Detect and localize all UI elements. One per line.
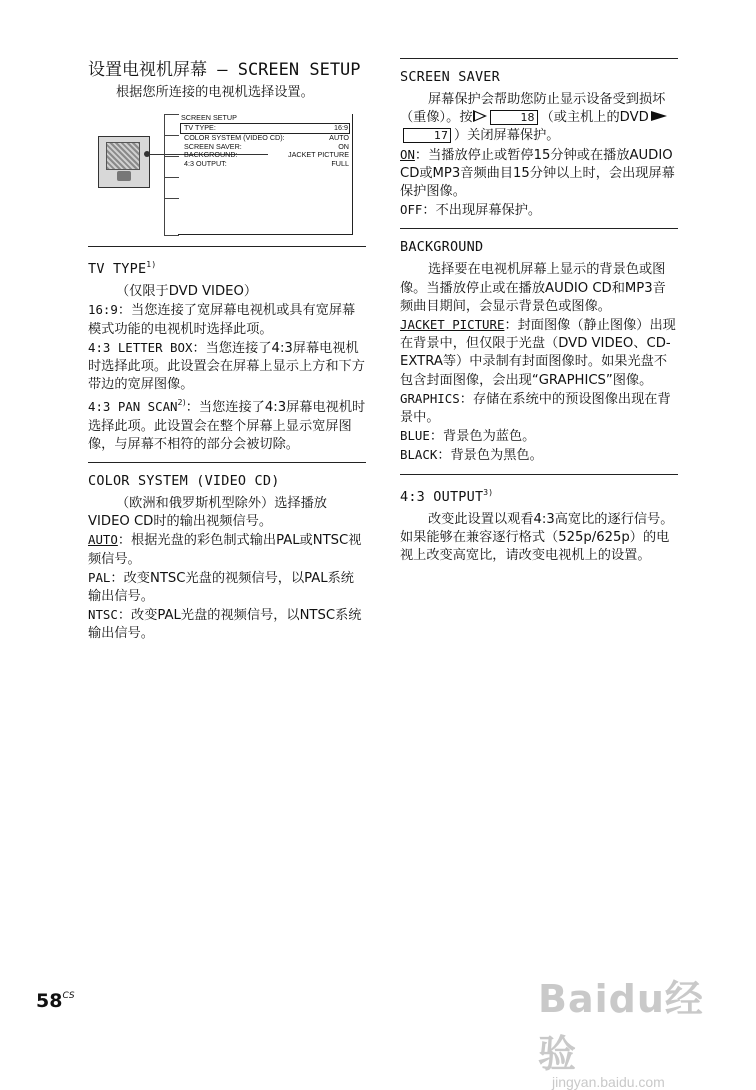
section-intro: 选择要在电视机屏幕上显示的背景色或图像。当播放停止或在播放AUDIO CD和MP3音频曲目期间，会显示背景色或图像。	[400, 262, 666, 314]
option-jacket-picture: JACKET PICTURE：封面图像（静止图像）出现在背景中，但仅限于光盘（DVD VIDEO、CD-EXTRA等）中录制有封面图像时。如果光盘不包含封面图像，会出现“GRAPHICS”图像。	[400, 317, 676, 388]
divider	[88, 246, 366, 247]
menu-row-label: 4:3 OUTPUT:	[184, 159, 227, 169]
intro-text: 根据您所连接的电视机选择设置。	[116, 85, 314, 100]
option-graphics: GRAPHICS：存储在系统中的预设图像出现在背景中。	[400, 390, 671, 426]
screen-setup-menu	[178, 114, 353, 235]
menu-bracket	[164, 114, 179, 236]
menu-row-value: JACKET PICTURE	[288, 150, 349, 160]
menu-row-value: FULL	[331, 159, 349, 169]
section-intro: （欧洲和俄罗斯机型除外）选择播放VIDEO CD时的输出视频信号。	[88, 496, 327, 530]
section-intro: 改变此设置以观看4:3高宽比的逐行信号。如果能够在兼容逐行格式（525p/625p）的电视上改变高宽比，请改变电视机上的设置。	[400, 511, 674, 564]
option-auto: AUTO：根据光盘的彩色制式输出PAL或NTSC视频信号。	[88, 532, 362, 567]
divider	[400, 474, 678, 475]
section-color-system	[88, 471, 366, 644]
tv-display-icon	[98, 136, 150, 188]
section-screen-saver	[400, 67, 678, 220]
menu-row-label: TV TYPE:	[184, 123, 216, 132]
left-column	[88, 58, 366, 652]
option-black: BLACK：背景色为黑色。	[400, 447, 543, 464]
section-tv-type	[88, 255, 366, 454]
menu-row-value: AUTO	[329, 132, 349, 142]
menu-title: SCREEN SETUP	[181, 113, 237, 123]
option-pan-scan: 4:3 PAN SCAN$^{2)}$：当您连接了4:3屏幕电视机时选择此项。此设置会在整个屏幕上显示宽屏图像，与屏幕不相符的部分会被切除。	[88, 398, 366, 452]
divider	[400, 228, 678, 229]
option-pal: PAL：改变NTSC光盘的视频信号，以PAL系统输出信号。	[88, 569, 354, 605]
play-outline-icon	[473, 110, 487, 122]
menu-row-value: 16:9	[334, 123, 348, 132]
option-16-9: 16:9：当您连接了宽屏幕电视机或具有宽屏幕模式功能的电视机时选择此项。	[88, 302, 356, 337]
baidu-watermark	[538, 968, 738, 1090]
button-number: 17	[403, 128, 451, 143]
section-background	[400, 237, 678, 465]
section-43-output	[400, 483, 678, 566]
section-heading: BACKGROUND	[400, 239, 484, 256]
option-letter-box: 4:3 LETTER BOX：当您连接了4:3屏幕电视机时选择此项。此设置会在屏幕上显示上方和下方带边的宽屏图像。	[88, 339, 365, 393]
page-title: 设置电视机屏幕 — SCREEN SETUP	[88, 60, 361, 80]
option-blue: BLUE：背景色为蓝色。	[400, 428, 536, 445]
menu-row-label: BACKGROUND:	[184, 150, 238, 160]
option-ntsc: NTSC：改变PAL光盘的视频信号，以NTSC系统输出信号。	[88, 607, 362, 642]
play-solid-icon	[651, 111, 667, 121]
watermark-url: jingyan.baidu.com	[552, 1074, 665, 1090]
page-number: $58^{CS}$	[36, 990, 75, 1012]
option-on: ON：当播放停止或暂停15分钟或在播放AUDIO CD或MP3音频曲目15分钟以上时，会出现屏幕保护图像。	[400, 146, 675, 200]
section-heading: COLOR SYSTEM (VIDEO CD)	[88, 473, 280, 490]
screen-setup-figure	[88, 114, 366, 236]
menu-row-value: ON	[338, 141, 349, 151]
section-heading: SCREEN SAVER	[400, 69, 500, 85]
right-column	[400, 58, 678, 573]
button-number: 18	[490, 110, 538, 125]
divider	[88, 462, 366, 463]
section-heading: 4:3 OUTPUT$^{3)}$	[400, 487, 494, 505]
section-intro: 屏幕保护会帮助您防止显示设备受到损坏（重像）。按 18 （或主机上的DVD17 ）关闭屏幕保护。	[400, 92, 666, 144]
divider	[400, 58, 678, 59]
section-heading: TV TYPE$^{1)}$	[88, 260, 157, 278]
menu-row-43-output[interactable]	[178, 160, 352, 169]
watermark-logo: Baidu经验	[538, 977, 704, 1076]
menu-row-label: SCREEN SAVER:	[184, 141, 242, 151]
section-note: （仅限于DVD VIDEO）	[116, 284, 258, 300]
menu-row-label: COLOR SYSTEM (VIDEO CD):	[184, 132, 285, 142]
option-off: OFF：不出现屏幕保护。	[400, 202, 542, 219]
